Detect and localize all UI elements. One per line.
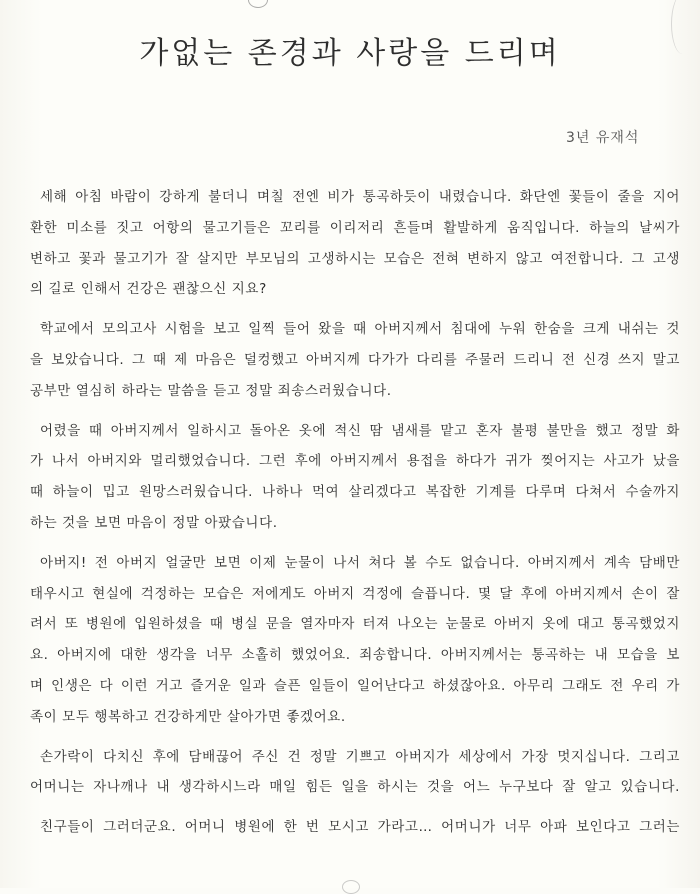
paragraph (30, 812, 680, 843)
letter-body (30, 182, 680, 852)
text-line: 어렸을 때 아버지께서 일하시고 돌아온 옷에 적신 땀 냄새를 맡고 혼자 불평 불만을 했고 정말 화 (40, 422, 680, 439)
page-bottom-mark (342, 880, 360, 894)
text-line: 변하고 꽃과 물고기가 잘 살지만 부모님의 고생하시는 모습은 전혀 변하지 않고 여전합니다. 그 고생 (30, 250, 680, 267)
paragraph (30, 314, 680, 406)
text-line: 려서 또 병원에 입원하셨을 때 병실 문을 열자마자 터져 나오는 눈물로 아버지 옷에 대고 통곡했었지 (30, 616, 680, 633)
text-line: 세해 아침 바람이 강하게 불더니 며칠 전엔 비가 통곡하듯이 내렸습니다. 화단엔 꽃들이 줄을 지어 (40, 189, 680, 205)
text-line: 하는 것을 보면 마음이 정말 아팠습니다. (30, 514, 278, 531)
text-line: 을 보았습니다. 그 때 제 마음은 덜컹했고 아버지께 다가가 다리를 주물러 드리니 전 신경 쓰지 말고 (30, 351, 680, 368)
text-line: 태우시고 현실에 걱정하는 모습은 저에게도 아버지 걱정에 슬픕니다. 몇 달 후에 아버지께서 손이 잘 (30, 585, 680, 602)
text-line: 학교에서 모의고사 시험을 보고 일찍 들어 왔을 때 아버지께서 침대에 누워 한숨을 크게 내쉬는 것 (40, 321, 680, 338)
paragraph (30, 548, 680, 733)
document-title: 가없는 존경과 사랑을 드리며 (139, 36, 561, 71)
author-byline: 3년 유재석 (566, 130, 640, 146)
binding-hole-mark (248, 0, 268, 8)
text-line: 며 인생은 다 이런 거고 즐거운 일과 슬픈 일들이 일어난다고 하셨잖아요. 아무리 그래도 전 우리 가 (30, 677, 680, 694)
paragraph (30, 182, 680, 305)
text-line: 공부만 열심히 하라는 말씀을 듣고 정말 죄송스러웠습니다. (30, 382, 392, 399)
text-line: 족이 모두 행복하고 건강하게만 살아가면 좋겠어요. (30, 708, 346, 725)
text-line: 아버지! 전 아버지 얼굴만 보면 이제 눈물이 나서 쳐다 볼 수도 없습니다. 아버지께서 계속 담배만 (40, 554, 680, 571)
text-line: 환한 미소를 짓고 어항의 물고기들은 꼬리를 이리저리 흔들며 활발하게 움직입니다. 하늘의 날씨가 (30, 219, 680, 236)
text-line: 손가락이 다치신 후에 담배끊어 주신 건 정말 기쁘고 아버지가 세상에서 가장 멋지십니다. 그리고 (40, 748, 680, 765)
text-line: 친구들이 그러더군요. 어머니 병원에 한 번 모시고 가라고… 어머니가 너무 아파 보인다고 그러는 (40, 819, 680, 836)
paragraph (30, 416, 680, 539)
text-line: 어머니는 자나깨나 내 생각하시느라 매일 힘든 일을 하시는 것을 어느 누구보다 잘 알고 있습니다. (30, 779, 680, 796)
text-line: 가 나서 아버지와 멀리했었습니다. 그런 후에 아버지께서 용접을 하다가 귀가 찢어지는 사고가 났을 (30, 453, 680, 470)
text-line: 요. 아버지에 대한 생각을 너무 소홀히 했었어요. 죄송합니다. 아버지께서는 통곡하는 내 모습을 보 (30, 647, 680, 664)
text-line: 의 길로 인해서 건강은 괜찮으신 지요? (30, 281, 267, 298)
text-line: 때 하늘이 밉고 원망스러웠습니다. 나하나 먹여 살리겠다고 복잡한 기계를 다루며 다쳐서 수술까지 (30, 484, 680, 501)
paragraph (30, 742, 680, 804)
